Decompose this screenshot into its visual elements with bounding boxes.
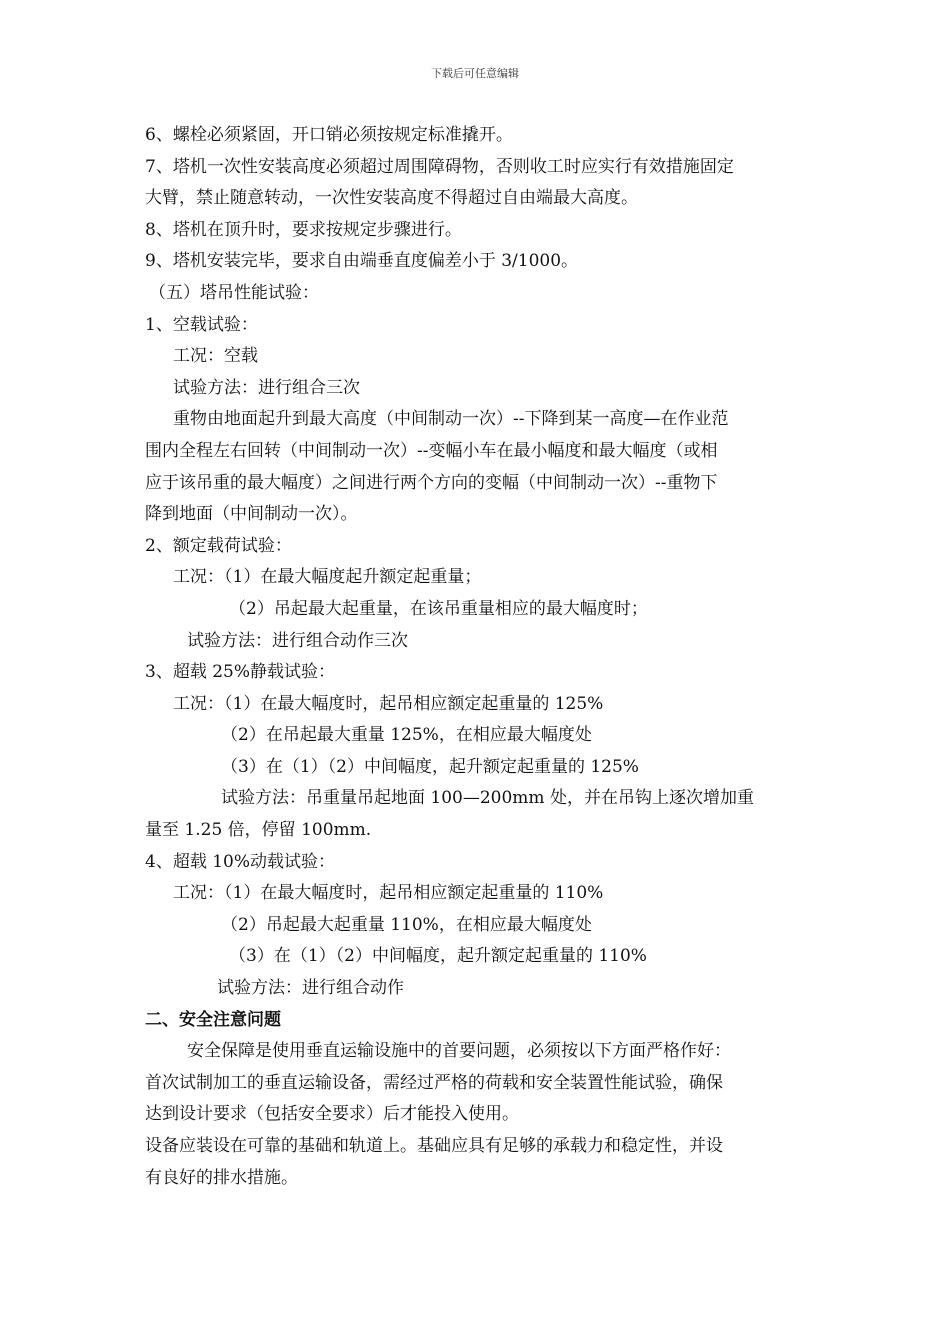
paragraph-line: 试验方法：进行组合动作三次 xyxy=(187,630,408,651)
paragraph-line: 8、塔机在顶升时，要求按规定步骤进行。 xyxy=(145,219,462,240)
paragraph-line: 大臂，禁止随意转动，一次性安装高度不得超过自由端最大高度。 xyxy=(145,188,638,209)
section-heading: 二、安全注意问题 xyxy=(145,1009,281,1030)
test-heading: 2、额定载荷试验： xyxy=(145,535,292,556)
paragraph-line: （2）在吊起最大重量 125%，在相应最大幅度处 xyxy=(221,725,592,746)
paragraph-line: 试验方法：进行组合三次 xyxy=(173,377,360,398)
paragraph-line: 9、塔机安装完毕，要求自由端垂直度偏差小于 3/1000。 xyxy=(145,251,579,272)
paragraph-line: 达到设计要求（包括安全要求）后才能投入使用。 xyxy=(145,1104,519,1125)
paragraph-line: 工况：（1）在最大幅度时，起吊相应额定起重量的 110% xyxy=(173,883,604,904)
paragraph-line: 围内全程左右回转（中间制动一次）--变幅小车在最小幅度和最大幅度（或相 xyxy=(145,440,718,461)
paragraph-line: 有良好的排水措施。 xyxy=(145,1167,298,1188)
paragraph-line: 试验方法：吊重量吊起地面 100—200mm 处，并在吊钩上逐次增加重 xyxy=(221,788,754,809)
document-body xyxy=(145,120,810,1194)
test-heading: 4、超载 10%动载试验： xyxy=(145,851,336,872)
paragraph-line: 量至 1.25 倍，停留 100mm. xyxy=(145,820,372,841)
paragraph-line: 工况：（1）在最大幅度时，起吊相应额定起重量的 125% xyxy=(173,693,604,714)
paragraph-line: 试验方法：进行组合动作 xyxy=(217,978,404,999)
paragraph-line: 工况：（1）在最大幅度起升额定起重量； xyxy=(173,567,482,588)
paragraph-line: 6、螺栓必须紧固，开口销必须按规定标准撬开。 xyxy=(145,125,513,145)
paragraph-line: （2）吊起最大起重量 110%，在相应最大幅度处 xyxy=(221,914,592,935)
page-header: 下载后可任意编辑 xyxy=(431,67,519,80)
paragraph-line: 工况：空载 xyxy=(173,346,258,367)
subsection-heading: （五）塔吊性能试验： xyxy=(149,282,319,303)
paragraph-line: （3）在（1）（2）中间幅度，起升额定起重量的 125% xyxy=(221,756,639,777)
paragraph-line: 重物由地面起升到最大高度（中间制动一次）--下降到某一高度—在作业范 xyxy=(173,409,729,430)
paragraph-line: 首次试制加工的垂直运输设备，需经过严格的荷载和安全装置性能试验，确保 xyxy=(145,1072,723,1093)
paragraph-line: 安全保障是使用垂直运输设施中的首要问题，必须按以下方面严格作好： xyxy=(187,1041,731,1062)
paragraph-line: 设备应装设在可靠的基础和轨道上。基础应具有足够的承载力和稳定性，并设 xyxy=(145,1136,723,1156)
paragraph-line: （2）吊起最大起重量，在该吊重量相应的最大幅度时； xyxy=(229,598,648,619)
test-heading: 3、超载 25%静载试验： xyxy=(145,662,336,683)
paragraph-line: 应于该吊重的最大幅度）之间进行两个方向的变幅（中间制动一次）--重物下 xyxy=(145,472,718,493)
paragraph-line: 7、塔机一次性安装高度必须超过周围障碍物，否则收工时应实行有效措施固定 xyxy=(145,156,734,177)
paragraph-line: 降到地面（中间制动一次）。 xyxy=(145,504,358,525)
paragraph-line: （3）在（1）（2）中间幅度，起升额定起重量的 110% xyxy=(229,946,647,967)
test-heading: 1、空载试验： xyxy=(145,314,258,335)
